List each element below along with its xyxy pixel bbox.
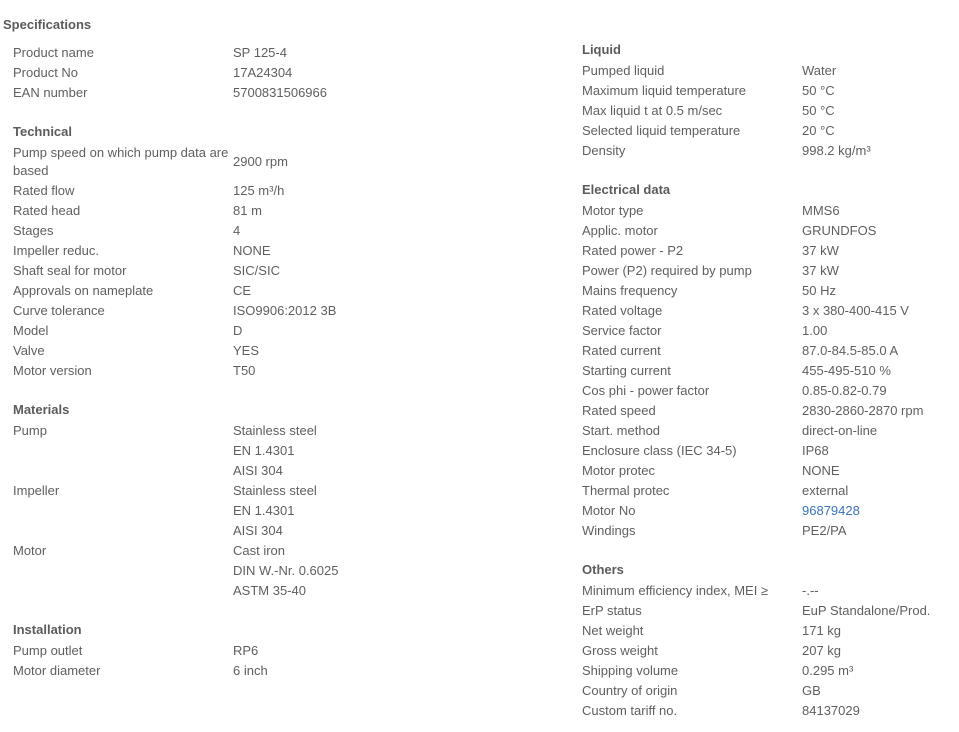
spec-value-line: EN 1.4301	[233, 503, 295, 518]
materials-section	[13, 401, 393, 601]
spec-value: PE2/PA	[802, 523, 847, 538]
spec-value: 1.00	[802, 323, 828, 338]
spec-row	[582, 261, 959, 281]
spec-label: Pump outlet	[13, 643, 83, 658]
spec-value: 0.295 m³	[802, 663, 854, 678]
spec-label: Max liquid t at 0.5 m/sec	[582, 103, 723, 118]
spec-value: 171 kg	[802, 623, 842, 638]
spec-label: Product No	[13, 65, 79, 80]
spec-label: Motor	[13, 543, 47, 558]
spec-value-line: DIN W.-Nr. 0.6025	[233, 563, 339, 578]
spec-label: Valve	[13, 343, 45, 358]
spec-label: Gross weight	[582, 643, 658, 658]
spec-value: T50	[233, 363, 256, 378]
spec-row	[13, 143, 393, 181]
spec-label: Motor protec	[582, 463, 655, 478]
spec-row	[582, 681, 959, 701]
spec-value: RP6	[233, 643, 259, 658]
spec-row	[13, 83, 393, 103]
spec-value: 4	[233, 223, 241, 238]
spec-value-line: ASTM 35-40	[233, 583, 306, 598]
spec-value-line: Stainless steel	[233, 483, 317, 498]
spec-row	[13, 661, 393, 681]
spec-label: Stages	[13, 223, 54, 238]
spec-label: EAN number	[13, 85, 88, 100]
spec-row	[582, 701, 959, 721]
spec-value: 2830-2860-2870 rpm	[802, 403, 924, 418]
spec-label: Motor version	[13, 363, 92, 378]
spec-row	[582, 241, 959, 261]
spec-row	[13, 241, 393, 261]
spec-label: Motor No	[582, 503, 636, 518]
spec-label: Impeller reduc.	[13, 243, 99, 258]
spec-label: Rated power - P2	[582, 243, 684, 258]
spec-value: 50 Hz	[802, 283, 836, 298]
spec-label: Applic. motor	[582, 223, 658, 238]
spec-value: SIC/SIC	[233, 263, 280, 278]
spec-label: Pumped liquid	[582, 63, 665, 78]
spec-row	[582, 281, 959, 301]
spec-label: Windings	[582, 523, 636, 538]
spec-value: 5700831506966	[233, 85, 327, 100]
spec-row	[582, 401, 959, 421]
spec-label: Pump	[13, 423, 47, 438]
spec-row	[582, 621, 959, 641]
spec-value: external	[802, 483, 849, 498]
spec-value: GB	[802, 683, 821, 698]
spec-label: Approvals on nameplate	[13, 283, 154, 298]
spec-label: Starting current	[582, 363, 671, 378]
spec-label: Product name	[13, 45, 94, 60]
spec-row	[582, 581, 959, 601]
spec-label: Shipping volume	[582, 663, 679, 678]
spec-value: 998.2 kg/m³	[802, 143, 871, 158]
electrical-section	[582, 181, 959, 541]
spec-label: Rated flow	[13, 183, 75, 198]
spec-value: 2900 rpm	[233, 154, 288, 169]
spec-label: Model	[13, 323, 49, 338]
spec-row	[582, 661, 959, 681]
spec-value: MMS6	[802, 203, 840, 218]
spec-row	[13, 481, 393, 541]
spec-row	[13, 301, 393, 321]
spec-value: 50 °C	[802, 103, 835, 118]
spec-row	[582, 321, 959, 341]
spec-value: 50 °C	[802, 83, 835, 98]
spec-row	[582, 361, 959, 381]
spec-label: Rated head	[13, 203, 81, 218]
others-section	[582, 561, 959, 721]
page-title: Specifications	[3, 17, 92, 32]
spec-value: NONE	[233, 243, 271, 258]
spec-value-line: EN 1.4301	[233, 443, 295, 458]
spec-label: Mains frequency	[582, 283, 678, 298]
spec-value: 455-495-510 %	[802, 363, 891, 378]
spec-row	[582, 81, 959, 101]
spec-row	[13, 201, 393, 221]
spec-value	[233, 541, 338, 601]
spec-label: Rated voltage	[582, 303, 663, 318]
motor-number-link[interactable]: 96879428	[802, 503, 860, 518]
spec-label: Net weight	[582, 623, 644, 638]
spec-value: NONE	[802, 463, 840, 478]
spec-value: ISO9906:2012 3B	[233, 303, 337, 318]
spec-value: 125 m³/h	[233, 183, 285, 198]
spec-row	[13, 421, 393, 481]
spec-row	[582, 141, 959, 161]
spec-value	[802, 502, 860, 520]
spec-value-line: Stainless steel	[233, 423, 317, 438]
spec-value: 20 °C	[802, 123, 835, 138]
spec-row	[13, 341, 393, 361]
spec-value: SP 125-4	[233, 45, 287, 60]
spec-row	[13, 181, 393, 201]
spec-row	[582, 221, 959, 241]
spec-label: Start. method	[582, 423, 661, 438]
spec-label: Impeller	[13, 483, 60, 498]
spec-label: Country of origin	[582, 683, 678, 698]
spec-row	[582, 341, 959, 361]
spec-label: Minimum efficiency index, MEI ≥	[582, 583, 769, 598]
spec-value: 37 kW	[802, 243, 839, 258]
spec-label: Custom tariff no.	[582, 703, 678, 718]
spec-row	[582, 441, 959, 461]
spec-value: CE	[233, 283, 252, 298]
spec-row	[13, 541, 393, 601]
section-title-technical: Technical	[13, 124, 73, 139]
spec-row	[13, 43, 393, 63]
spec-label: Maximum liquid temperature	[582, 83, 747, 98]
right-column	[582, 41, 959, 721]
spec-label: Rated current	[582, 343, 661, 358]
section-title-materials: Materials	[13, 402, 70, 417]
general-section	[13, 43, 393, 103]
spec-label: Thermal protec	[582, 483, 670, 498]
spec-row	[13, 641, 393, 661]
spec-row	[582, 601, 959, 621]
spec-label: Enclosure class (IEC 34-5)	[582, 443, 737, 458]
spec-value: 0.85-0.82-0.79	[802, 383, 887, 398]
spec-row	[582, 481, 959, 501]
spec-row	[582, 521, 959, 541]
spec-row	[13, 321, 393, 341]
spec-value: 81 m	[233, 203, 262, 218]
spec-value: GRUNDFOS	[802, 223, 877, 238]
installation-section	[13, 621, 393, 681]
section-title-installation: Installation	[13, 622, 82, 637]
spec-label: Power (P2) required by pump	[582, 263, 752, 278]
spec-row	[582, 641, 959, 661]
liquid-section	[582, 41, 959, 161]
spec-label: Rated speed	[582, 403, 656, 418]
spec-row	[13, 221, 393, 241]
spec-value: 207 kg	[802, 643, 842, 658]
spec-label: Selected liquid temperature	[582, 123, 741, 138]
spec-row	[13, 63, 393, 83]
spec-row	[582, 61, 959, 81]
spec-value: Water	[802, 63, 837, 78]
section-title-electrical: Electrical data	[582, 182, 671, 197]
spec-value: 84137029	[802, 703, 860, 718]
spec-value: 3 x 380-400-415 V	[802, 303, 909, 318]
spec-row	[582, 381, 959, 401]
spec-row	[582, 201, 959, 221]
left-column	[13, 43, 393, 681]
spec-label: Cos phi - power factor	[582, 383, 710, 398]
spec-value: 37 kW	[802, 263, 839, 278]
spec-value: D	[233, 323, 243, 338]
spec-row	[582, 421, 959, 441]
spec-value: 6 inch	[233, 663, 268, 678]
spec-value: EuP Standalone/Prod.	[802, 603, 931, 618]
spec-label: Curve tolerance	[13, 303, 105, 318]
spec-label: ErP status	[582, 603, 642, 618]
spec-value: 17A24304	[233, 65, 293, 80]
spec-value: YES	[233, 343, 260, 358]
technical-section	[13, 123, 393, 381]
spec-value-line: AISI 304	[233, 523, 283, 538]
spec-value: 87.0-84.5-85.0 A	[802, 343, 899, 358]
spec-value	[233, 421, 317, 481]
spec-row	[13, 281, 393, 301]
spec-value: -.--	[802, 583, 819, 598]
spec-label: Density	[582, 143, 626, 158]
spec-value: IP68	[802, 443, 829, 458]
spec-value	[233, 481, 317, 541]
spec-row	[582, 101, 959, 121]
section-title-others: Others	[582, 562, 624, 577]
spec-row	[13, 261, 393, 281]
spec-value: direct-on-line	[802, 423, 878, 438]
spec-label: Service factor	[582, 323, 662, 338]
section-title-liquid: Liquid	[582, 42, 621, 57]
spec-label: Shaft seal for motor	[13, 263, 127, 278]
spec-row	[582, 121, 959, 141]
spec-row	[582, 461, 959, 481]
spec-value-line: AISI 304	[233, 463, 283, 478]
spec-value-line: Cast iron	[233, 543, 286, 558]
spec-row	[13, 361, 393, 381]
spec-label: Pump speed on which pump data are based	[13, 145, 229, 178]
spec-label: Motor diameter	[13, 663, 101, 678]
spec-row	[582, 301, 959, 321]
spec-label: Motor type	[582, 203, 644, 218]
spec-row	[582, 501, 959, 521]
